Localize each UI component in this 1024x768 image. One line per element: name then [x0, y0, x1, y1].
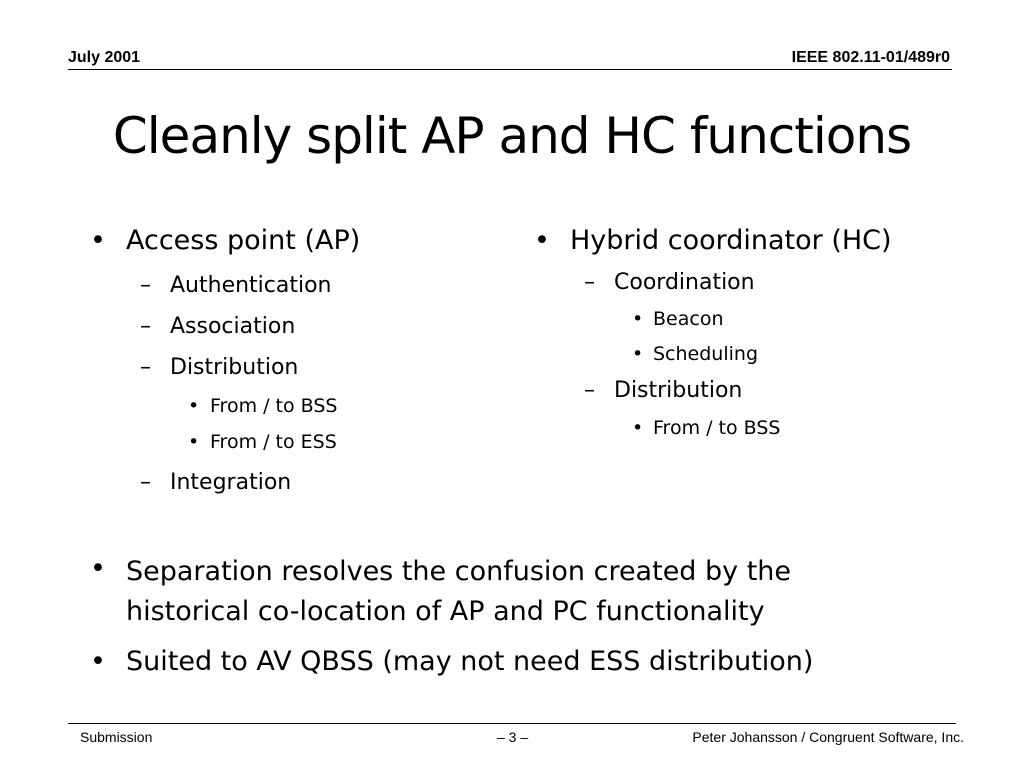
header-date: July 2001	[68, 49, 141, 66]
hc-item-coordination: Coordination	[614, 270, 755, 295]
ap-heading: Access point (AP)	[126, 225, 361, 256]
ap-distribution-bss: From / to BSS	[210, 395, 338, 417]
hc-coordination-scheduling: Scheduling	[653, 343, 759, 365]
ap-item-association: Association	[170, 314, 296, 339]
footer-author: Peter Johansson / Congruent Software, Inc.	[692, 729, 964, 745]
header-divider	[68, 69, 952, 70]
separation-point: Separation resolves the confusion created by the historical co-location of AP and PC functionality	[126, 556, 792, 627]
hc-heading: Hybrid coordinator (HC)	[570, 225, 892, 256]
bullet-icon: •	[534, 225, 550, 256]
footer-submission: Submission	[80, 729, 153, 745]
dash-icon: –	[140, 273, 151, 298]
bullet-icon: •	[632, 343, 644, 365]
page-number: – 3 –	[497, 729, 529, 745]
hc-distribution-bss: From / to BSS	[653, 417, 781, 439]
dash-icon: –	[140, 470, 151, 495]
ap-distribution-ess: From / to ESS	[210, 431, 337, 453]
dash-icon: –	[140, 314, 151, 339]
bullet-icon: •	[90, 646, 106, 677]
ap-item-authentication: Authentication	[170, 273, 332, 298]
dash-icon: –	[584, 378, 595, 403]
bullet-icon: •	[632, 308, 644, 330]
bullet-icon: •	[90, 553, 106, 584]
bullet-icon: •	[90, 225, 106, 256]
ap-item-distribution: Distribution	[170, 355, 299, 380]
ap-item-integration: Integration	[170, 470, 292, 495]
bullet-icon: •	[188, 431, 200, 453]
header-doc-id: IEEE 802.11-01/489r0	[791, 49, 950, 66]
list-item	[90, 645, 890, 679]
bullet-icon: •	[632, 417, 644, 439]
dash-icon: –	[584, 270, 595, 295]
hc-coordination-beacon: Beacon	[653, 308, 724, 330]
bullet-icon: •	[188, 395, 200, 417]
list-item	[90, 552, 890, 632]
dash-icon: –	[140, 355, 151, 380]
suited-point: Suited to AV QBSS (may not need ESS distribution)	[126, 646, 814, 677]
footer-divider	[68, 723, 956, 724]
hc-item-distribution: Distribution	[614, 378, 743, 403]
slide-title: Cleanly split AP and HC functions	[112, 107, 912, 165]
